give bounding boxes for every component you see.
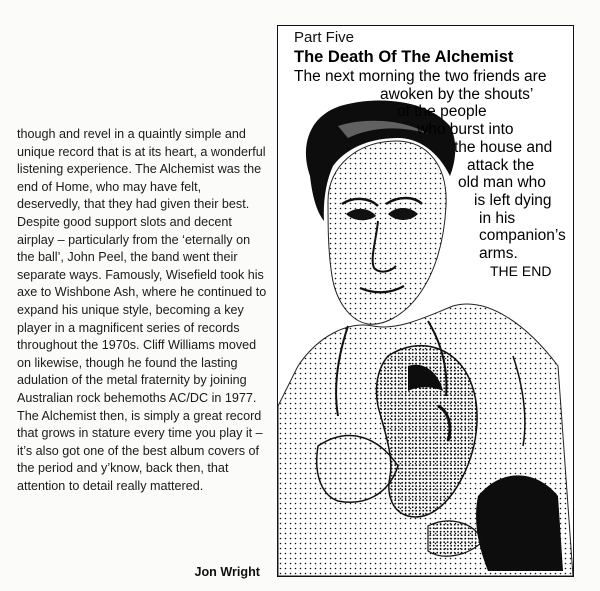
essay-paragraph: though and revel in a quaintly simple and unique record that is at its heart, a wonderful listening experience. The Alchemist was the end of Home, who may have felt, deservedly, that they had given their best. Despite good support slots and decent airplay – particularly from the ‘eternally on the ball’, John Peel, the band went their separate ways. Famously, Wisefield took his axe to Wishbone Ash, where he continued to expand his unique style, becoming a key player in a magnificent series of records throughout the 1970s. Cliff Williams moved on likewise, though he found the lasting adulation of the metal fraternity by joining Australian rock behemoths AC/DC in 1977. The Alchemist then, is simply a great record that grows in stature every time you play it –it’s also got one of the best album covers of the period and y’know, back then, that attention to detail really mattered.	[17, 127, 267, 493]
story-line: old man who	[458, 174, 546, 192]
story-line: companion’s	[479, 227, 566, 245]
essay-text	[17, 126, 267, 495]
story-line: arms.	[479, 245, 518, 263]
story-line: in his	[479, 209, 516, 227]
story-line: awoken by the shouts’	[380, 85, 534, 103]
part-label: Part Five	[294, 29, 355, 46]
story-line: who burst into	[417, 121, 514, 139]
story-line: The next morning the two friends are	[294, 68, 547, 85]
story-panel	[277, 25, 574, 577]
the-end-label: THE END	[490, 262, 552, 279]
story-line: of the people	[397, 103, 487, 121]
author-name: Jon Wright	[194, 565, 260, 579]
story-text	[294, 68, 566, 280]
story-line: is left dying	[474, 191, 552, 209]
story-line: attack the	[467, 156, 535, 174]
chapter-title: The Death Of The Alchemist	[294, 48, 514, 66]
story-line: the house and	[454, 138, 553, 156]
